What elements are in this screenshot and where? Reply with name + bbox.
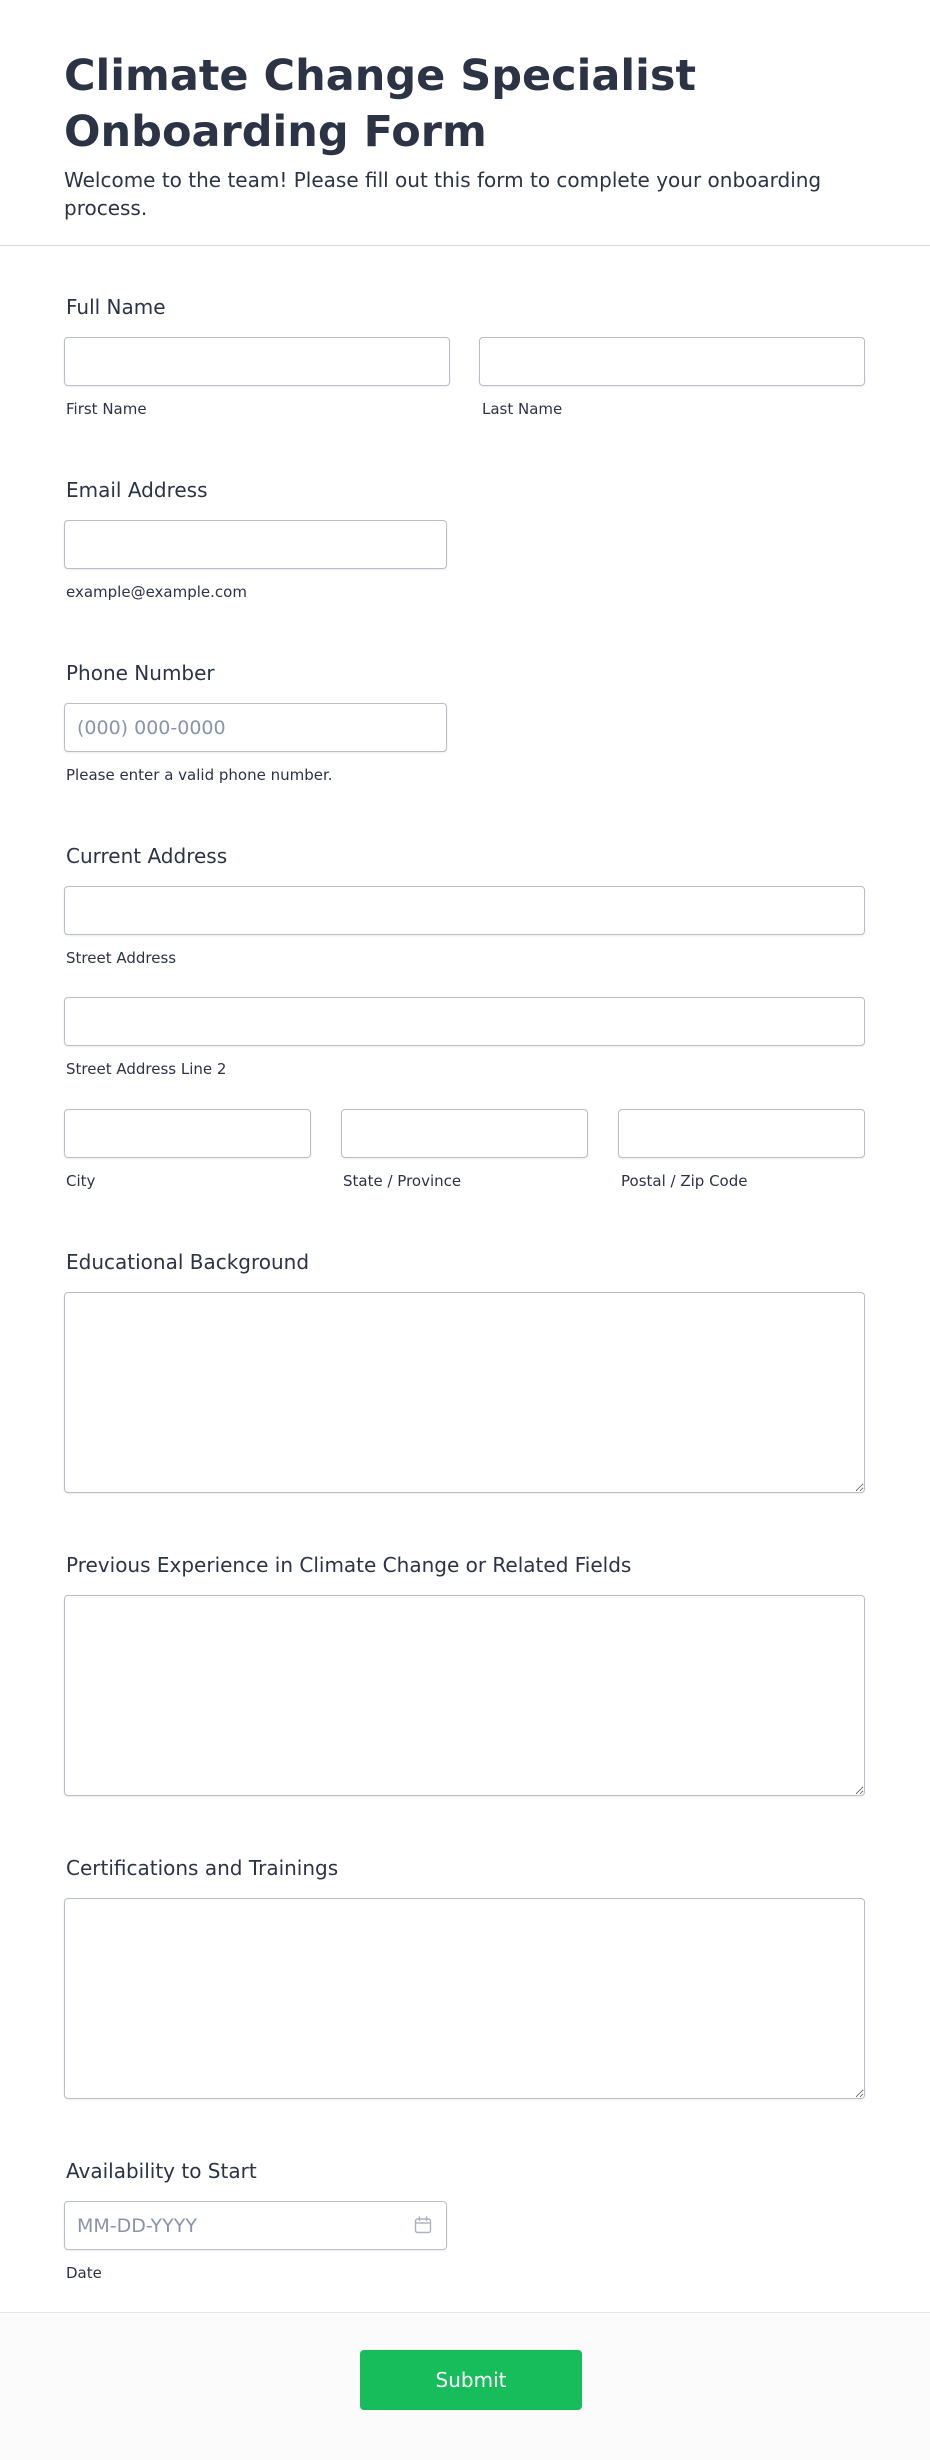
street-address-line2-sublabel: Street Address Line 2 xyxy=(66,1060,227,1078)
email-sublabel: example@example.com xyxy=(66,583,247,601)
city-input[interactable] xyxy=(64,1109,311,1158)
address-label: Current Address xyxy=(66,844,228,868)
phone-sublabel: Please enter a valid phone number. xyxy=(66,766,333,784)
city-sublabel: City xyxy=(66,1172,96,1190)
postal-zip-sublabel: Postal / Zip Code xyxy=(621,1172,748,1190)
availability-label: Availability to Start xyxy=(66,2159,257,2183)
certifications-label: Certifications and Trainings xyxy=(66,1856,339,1880)
first-name-sublabel: First Name xyxy=(66,400,147,418)
date-sublabel: Date xyxy=(66,2264,102,2282)
phone-input[interactable] xyxy=(64,703,447,752)
state-province-input[interactable] xyxy=(341,1109,588,1158)
full-name-label: Full Name xyxy=(66,295,166,319)
last-name-sublabel: Last Name xyxy=(482,400,563,418)
first-name-input[interactable] xyxy=(64,337,450,386)
form-title: Climate Change Specialist Onboarding Form xyxy=(64,51,697,157)
education-label: Educational Background xyxy=(66,1250,310,1274)
date-input[interactable] xyxy=(64,2201,447,2250)
form-subtitle: Welcome to the team! Please fill out this form to complete your onboarding process. xyxy=(64,168,822,220)
calendar-icon[interactable] xyxy=(414,2216,432,2234)
submit-button[interactable]: Submit xyxy=(360,2350,582,2410)
street-address-sublabel: Street Address xyxy=(66,949,177,967)
email-input[interactable] xyxy=(64,520,447,569)
postal-zip-input[interactable] xyxy=(618,1109,865,1158)
certifications-textarea[interactable] xyxy=(64,1898,865,2099)
email-label: Email Address xyxy=(66,478,208,502)
education-textarea[interactable] xyxy=(64,1292,865,1493)
street-address-line2-input[interactable] xyxy=(64,997,865,1046)
street-address-input[interactable] xyxy=(64,886,865,935)
form-header xyxy=(0,0,930,246)
experience-label: Previous Experience in Climate Change or Related Fields xyxy=(66,1553,632,1577)
last-name-input[interactable] xyxy=(479,337,865,386)
experience-textarea[interactable] xyxy=(64,1595,865,1796)
state-province-sublabel: State / Province xyxy=(343,1172,462,1190)
phone-label: Phone Number xyxy=(66,661,215,685)
